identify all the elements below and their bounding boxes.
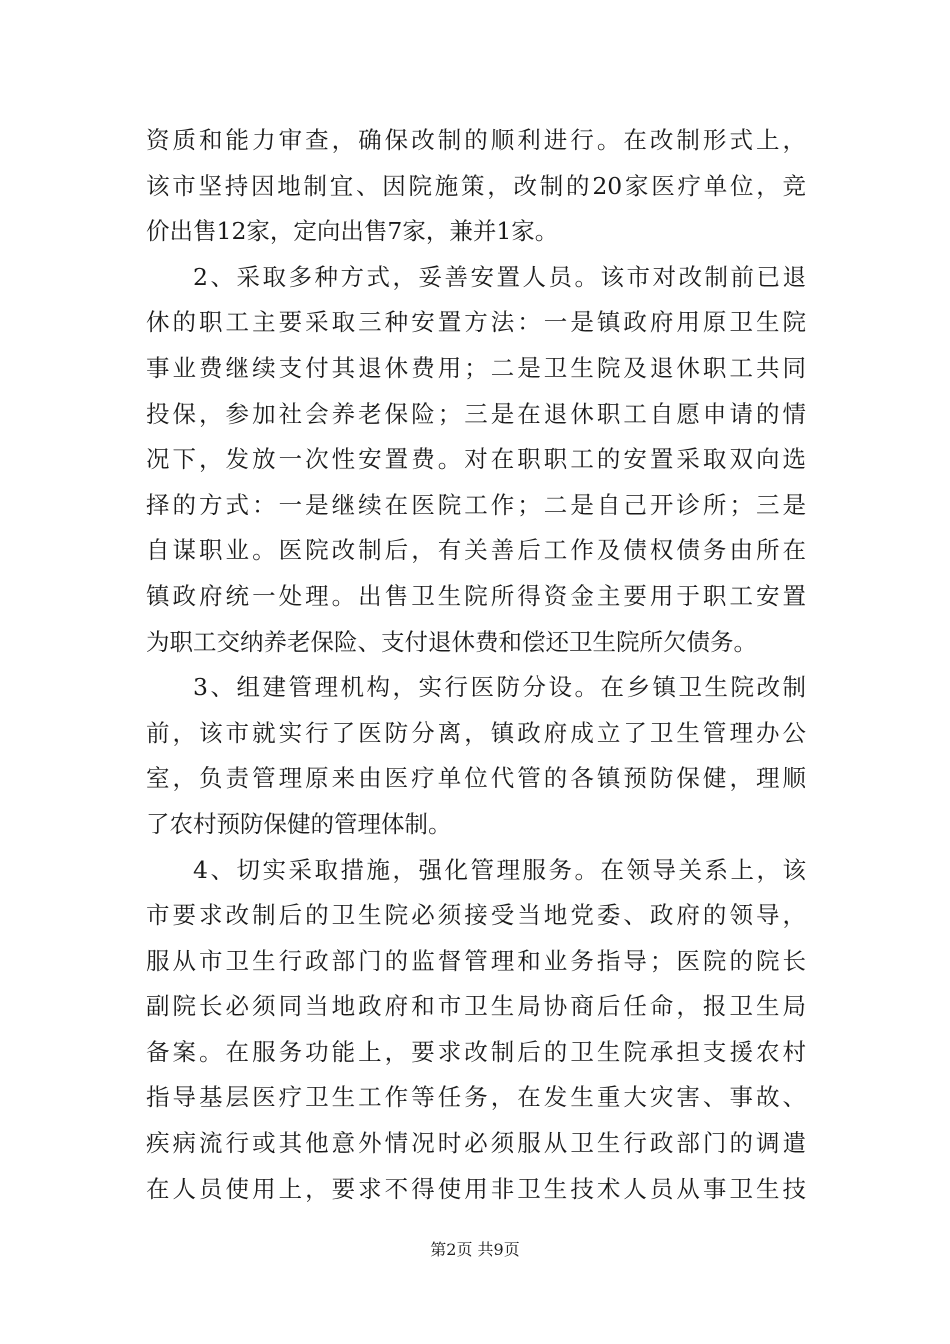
text-line: 了农村预防保健的管理体制。 [146, 809, 452, 838]
text-line: 市要求改制后的卫生院必须接受当地党委、政府的领导， [146, 901, 806, 930]
text-line: 择的方式：一是继续在医院工作；二是自己开诊所；三是 [146, 490, 806, 519]
text-line: 备案。在服务功能上，要求改制后的卫生院承担支援农村 [146, 1037, 806, 1066]
text-line: 镇政府统一处理。出售卫生院所得资金主要用于职工安置 [146, 581, 806, 610]
text-line: 投保，参加社会养老保险；三是在退休职工自愿申请的情 [146, 399, 806, 428]
text-line: 疾病流行或其他意外情况时必须服从卫生行政部门的调遣 [146, 1129, 806, 1158]
text-line: 休的职工主要采取三种安置方法：一是镇政府用原卫生院 [146, 308, 806, 337]
text-line: 3、组建管理机构，实行医防分设。在乡镇卫生院改制 [193, 673, 806, 702]
text-line: 况下，发放一次性安置费。对在职职工的安置采取双向选 [146, 445, 806, 474]
text-line: 事业费继续支付其退休费用；二是卫生院及退休职工共同 [146, 353, 806, 382]
text-line: 副院长必须同当地政府和市卫生局协商后任命，报卫生局 [146, 992, 806, 1021]
text-line: 4、切实采取措施，强化管理服务。在领导关系上，该 [193, 855, 806, 884]
text-line: 自谋职业。医院改制后，有关善后工作及债权债务由所在 [146, 536, 806, 565]
text-line: 为职工交纳养老保险、支付退休费和偿还卫生院所欠债务。 [146, 627, 757, 656]
text-line: 前，该市就实行了医防分离，镇政府成立了卫生管理办公 [146, 718, 806, 747]
text-line: 2、采取多种方式，妥善安置人员。该市对改制前已退 [193, 262, 806, 291]
text-line: 指导基层医疗卫生工作等任务，在发生重大灾害、事故、 [146, 1083, 806, 1112]
text-line: 该市坚持因地制宜、因院施策，改制的20家医疗单位，竞 [146, 171, 806, 200]
text-line: 服从市卫生行政部门的监督管理和业务指导；医院的院长 [146, 946, 806, 975]
text-line: 价出售12家，定向出售7家，兼并1家。 [146, 217, 559, 246]
text-line: 室，负责管理原来由医疗单位代管的各镇预防保健，理顺 [146, 764, 806, 793]
page-number-footer: 第2页 共9页 [430, 1240, 520, 1259]
document-body [146, 118, 806, 1212]
text-line: 在人员使用上，要求不得使用非卫生技术人员从事卫生技 [146, 1174, 806, 1203]
text-line: 资质和能力审查，确保改制的顺利进行。在改制形式上， [146, 126, 806, 154]
